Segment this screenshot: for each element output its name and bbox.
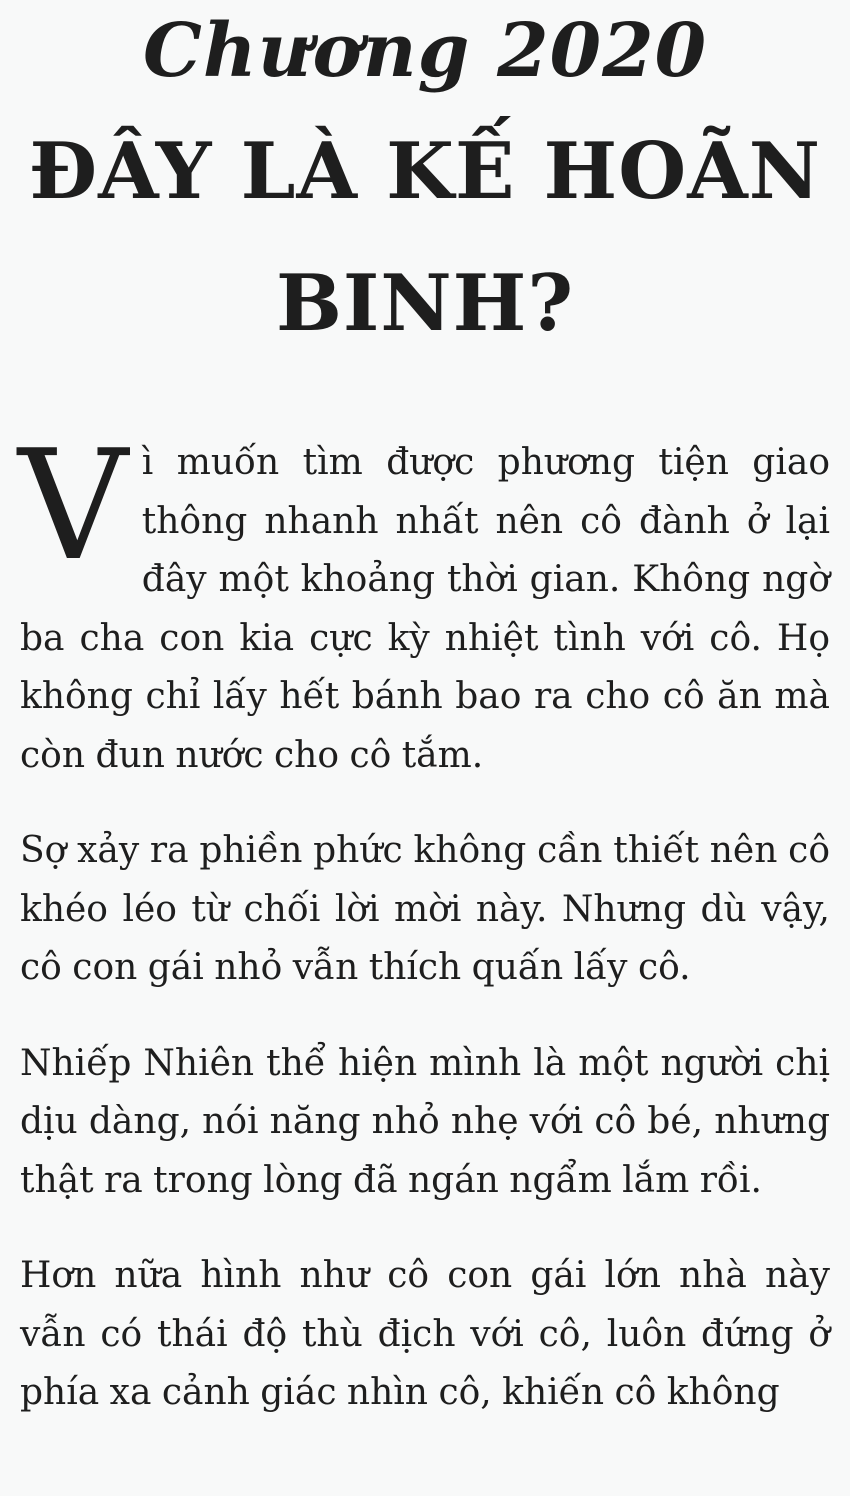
chapter-title xyxy=(20,106,830,370)
drop-cap: V xyxy=(18,417,128,594)
paragraph-4: Hơn nữa hình như cô con gái lớn nhà này vẫn có thái độ thù địch với cô, luôn đứng ở phía xa cảnh giác nhìn cô, khiến cô không xyxy=(20,1255,830,1413)
paragraph-1-text: ì muốn tìm được phương tiện giao thông nhanh nhất nên cô đành ở lại đây một khoảng thời gian. Không ngờ ba cha con kia cực kỳ nhiệt tình với cô. Họ không chỉ lấy hết bánh bao ra cho cô ăn mà còn đun nước cho cô tắm. xyxy=(20,442,830,776)
paragraph-3: Nhiếp Nhiên thể hiện mình là một người chị dịu dàng, nói năng nhỏ nhẹ với cô bé, nhưng thật ra trong lòng đã ngán ngẩm lắm rồi. xyxy=(20,1042,830,1201)
chapter-number: Chương 2020 xyxy=(142,8,708,94)
chapter-body xyxy=(18,417,830,1423)
chapter-title-line-2: BINH? xyxy=(275,258,575,349)
paragraph-1 xyxy=(18,417,830,785)
chapter-title-line-1: ĐÂY LÀ KẾ HOÃN xyxy=(28,126,822,217)
paragraph-2: Sợ xảy ra phiền phức không cần thiết nên cô khéo léo từ chối lời mời này. Nhưng dù vậy, cô con gái nhỏ vẫn thích quấn lấy cô. xyxy=(20,830,830,988)
